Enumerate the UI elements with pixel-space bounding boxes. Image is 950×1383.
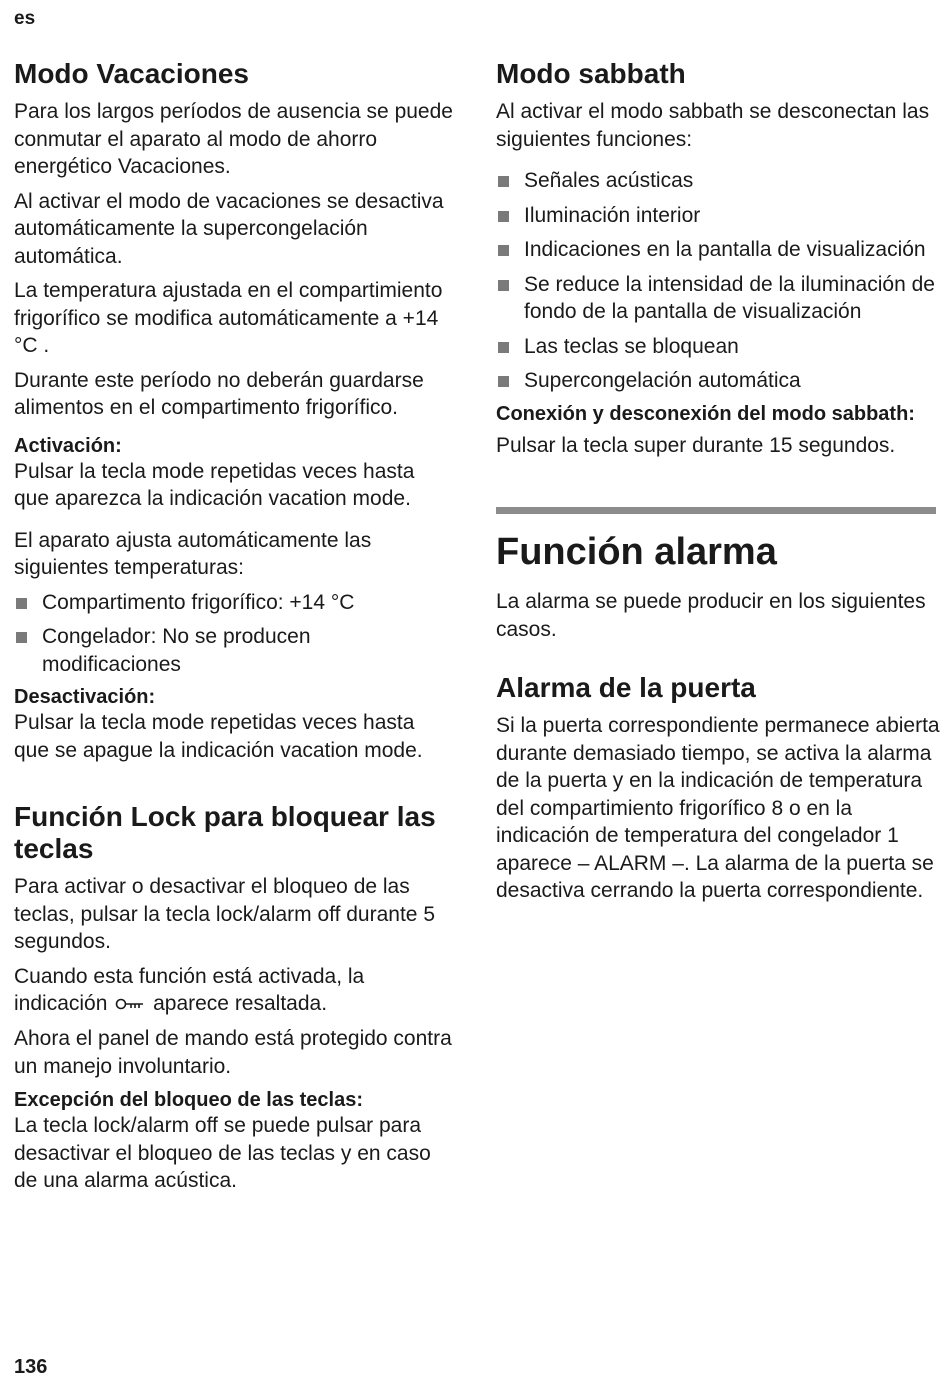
activacion-text: Pulsar la tecla mode repetidas veces hasta que aparezca la indicación vacation mode. bbox=[14, 459, 415, 510]
heading-funcion-alarma: Función alarma bbox=[496, 531, 777, 573]
list-item-text: Se reduce la intensidad de la iluminación de fondo de la pantalla de visualización bbox=[524, 272, 935, 323]
heading-alarma-puerta: Alarma de la puerta bbox=[496, 672, 756, 703]
conexion-text: Pulsar la tecla super durante 15 segundos. bbox=[496, 433, 896, 457]
bullet-square-icon bbox=[498, 280, 509, 291]
paragraph-part: Cuando esta función está activada, la indicación bbox=[14, 964, 365, 1015]
paragraph-with-icon bbox=[14, 963, 454, 1019]
bullet-square-icon bbox=[498, 176, 509, 187]
paragraph: La temperatura ajustada en el compartimiento frigorífico se modifica automáticamente a +14 °C . bbox=[14, 279, 443, 357]
list-item-text: Supercongelación automática bbox=[524, 369, 801, 392]
bullet-square-icon bbox=[498, 211, 509, 222]
bullet-square-icon bbox=[16, 598, 27, 609]
bullet-square-icon bbox=[498, 342, 509, 353]
paragraph: Al activar el modo de vacaciones se desactiva automáticamente la supercongelación automática. bbox=[14, 189, 444, 268]
paragraph: La alarma se puede producir en los siguientes casos. bbox=[496, 590, 926, 641]
paragraph: Para los largos períodos de ausencia se puede conmutar el aparato al modo de ahorro energético Vacaciones. bbox=[14, 100, 453, 178]
paragraph: Si la puerta correspondiente permanece abierta durante demasiado tiempo, se activa la alarma de la puerta y en la indicación de temperatura del compartimiento frigorífico 8 o en la indicación de temperatura del congelador 1 aparece – ALARM –. La alarma de la puerta se desactiva cerrando la puerta correspondiente. bbox=[496, 714, 940, 902]
desactivacion-label: Desactivación: bbox=[14, 686, 156, 708]
list-item-text: Congelador: No se producen modificaciones bbox=[42, 625, 311, 676]
left-column bbox=[14, 58, 454, 1202]
language-code: es bbox=[14, 8, 36, 29]
paragraph: Al activar el modo sabbath se desconectan las siguientes funciones: bbox=[496, 100, 930, 151]
list-item bbox=[496, 367, 941, 395]
bullet-square-icon bbox=[498, 245, 509, 256]
list-item bbox=[14, 623, 454, 678]
list-item bbox=[496, 167, 941, 195]
list-item bbox=[496, 271, 941, 326]
sabbath-functions-list bbox=[496, 167, 941, 395]
conexion-label: Conexión y desconexión del modo sabbath: bbox=[496, 402, 915, 425]
list-item-text: Señales acústicas bbox=[524, 169, 694, 192]
exception-text: La tecla lock/alarm off se puede pulsar para desactivar el bloqueo de las teclas y en caso de una alarma acústica. bbox=[14, 1114, 431, 1193]
bullet-square-icon bbox=[16, 632, 27, 643]
list-item-text: Iluminación interior bbox=[524, 203, 701, 227]
list-item-text: Compartimento frigorífico: +14 °C bbox=[42, 590, 355, 614]
list-item-text: Las teclas se bloquean bbox=[524, 334, 739, 358]
section-divider bbox=[496, 507, 936, 514]
paragraph: Ahora el panel de mando está protegido contra un manejo involuntario. bbox=[14, 1027, 452, 1078]
list-item bbox=[496, 202, 941, 230]
paragraph-part: aparece resaltada. bbox=[153, 992, 328, 1015]
heading-funcion-lock: Función Lock para bloquear las teclas bbox=[14, 801, 436, 864]
paragraph: Para activar o desactivar el bloqueo de las teclas, pulsar la tecla lock/alarm off durante 5 segundos. bbox=[14, 875, 435, 953]
paragraph: Durante este período no deberán guardarse alimentos en el compartimento frigorífico. bbox=[14, 368, 424, 419]
desactivacion-text: Pulsar la tecla mode repetidas veces hasta que se apague la indicación vacation mode. bbox=[14, 711, 423, 762]
list-item bbox=[14, 589, 454, 617]
list-item-text: Indicaciones en la pantalla de visualización bbox=[524, 238, 926, 261]
bullet-square-icon bbox=[498, 376, 509, 387]
heading-modo-sabbath: Modo sabbath bbox=[496, 58, 686, 89]
activacion-label: Activación: bbox=[14, 434, 122, 457]
list-item bbox=[496, 333, 941, 361]
page-number: 136 bbox=[14, 1356, 48, 1378]
list-item bbox=[496, 236, 941, 264]
temperature-list bbox=[14, 589, 454, 679]
key-icon bbox=[115, 991, 145, 1019]
heading-modo-vacaciones: Modo Vacaciones bbox=[14, 58, 249, 89]
exception-label: Excepción del bloqueo de las teclas: bbox=[14, 1089, 363, 1112]
paragraph: El aparato ajusta automáticamente las siguientes temperaturas: bbox=[14, 528, 372, 579]
right-column bbox=[496, 58, 941, 912]
